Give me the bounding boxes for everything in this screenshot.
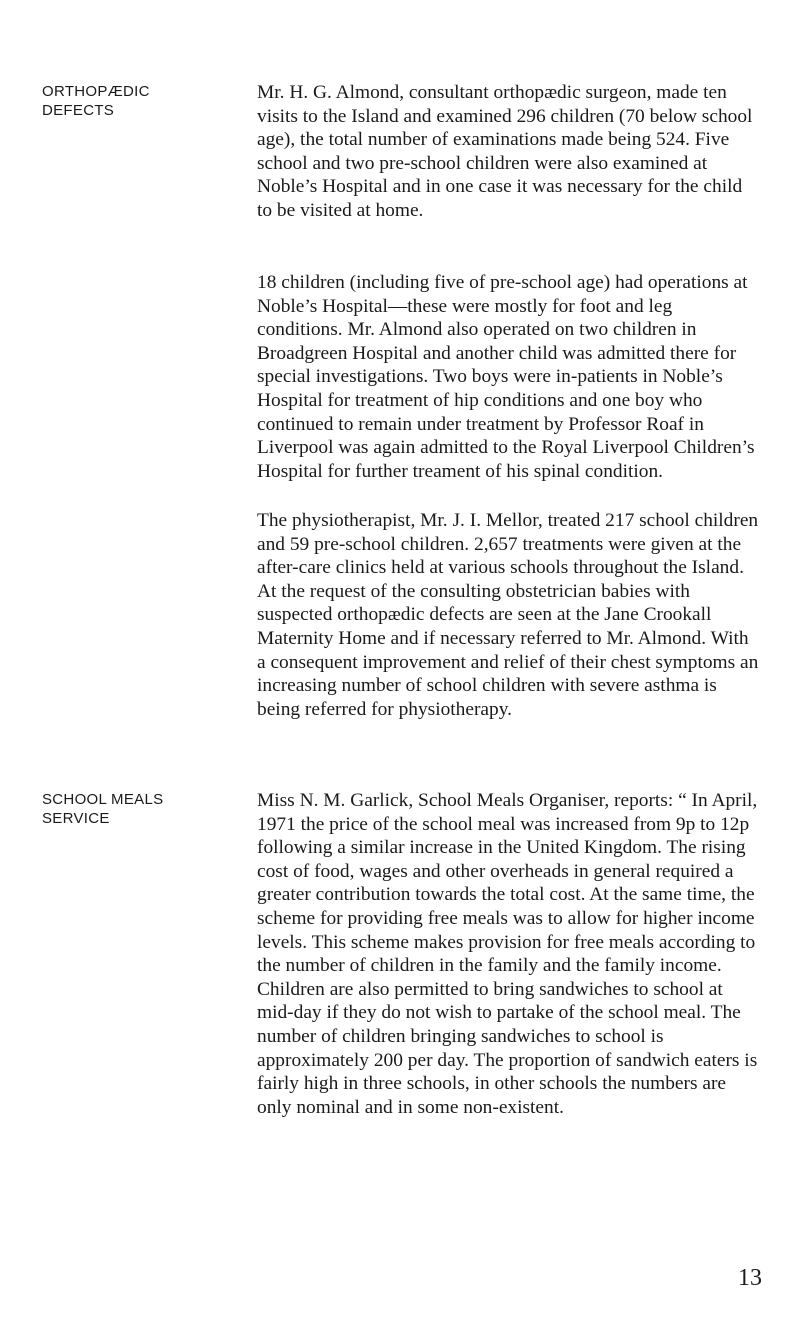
heading-line: DEFECTS [42, 102, 115, 119]
heading-line: SCHOOL MEALS [42, 791, 164, 808]
heading-line: ORTHOPÆDIC [42, 83, 150, 100]
section-heading-school-meals-service [42, 790, 192, 828]
paragraph-orthopaedic-visits: Mr. H. G. Almond, consultant orthopædic surgeon, made ten visits to the Island and examined 296 children (70 below school age), the total number of examinations made being 524. Five school and two pre-school children were also examined at Noble’s Hospital and in one case it was necessary for the child to be visited at home. [257, 82, 753, 221]
paragraph-school-meals: Miss N. M. Garlick, School Meals Organiser, reports: “ In April, 1971 the price of the school meal was increased from 9p to 12p following a similar increase in the United Kingdom. The rising cost of food, wages and other overheads in general required a greater contribution towards the total cost. At the same time, the scheme for providing free meals was to allow for higher income levels. This scheme makes provision for free meals according to the number of children in the family and the family income. Children are also permitted to bring sandwiches to school at mid-day if they do not wish to partake of the school meal. The number of children bringing sandwiches to school is approximately 200 per day. The proportion of sandwich eaters is fairly high in three schools, in other schools the numbers are only nominal and in some non-existent. [257, 790, 758, 1118]
section-heading-orthopaedic-defects [42, 82, 192, 120]
paragraph-physiotherapy: The physiotherapist, Mr. J. I. Mellor, treated 217 school children and 59 pre-school children. 2,657 treatments were given at the after-care clinics held at various schools throughout the Island. At the request of the consulting obstetrician babies with suspected orthopædic defects are seen at the Jane Crookall Maternity Home and if necessary referred to Mr. Almond. With a consequent improvement and relief of their chest symptoms an increasing number of school children with severe asthma is being referred for physiotherapy. [257, 510, 759, 720]
page-number: 13 [738, 1265, 762, 1291]
heading-line: SERVICE [42, 810, 110, 827]
paragraph-operations: 18 children (including five of pre-school age) had operations at Noble’s Hospital—these were mostly for foot and leg conditions. Mr. Almond also operated on two children in Broadgreen Hospital and another child was admitted there for special investigations. Two boys were in-patients in Noble’s Hospital for treatment of hip conditions and one boy who continued to remain under treatment by Professor Roaf in Liverpool was again admitted to the Royal Liverpool Children’s Hospital for further treament of his spinal condition. [257, 272, 755, 482]
